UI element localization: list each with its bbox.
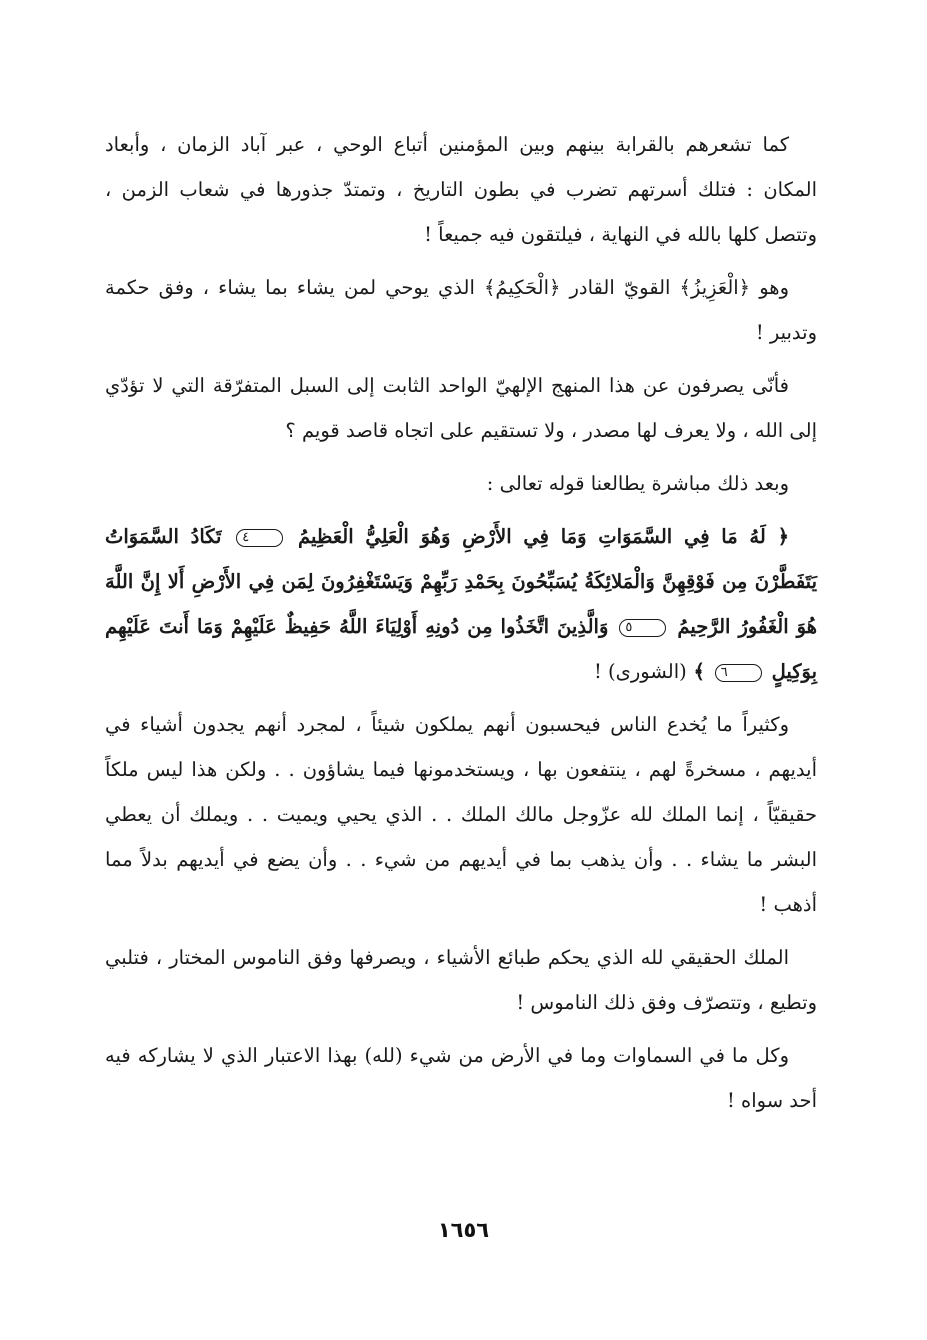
verse-number-6: ٦ [715, 664, 762, 682]
paragraph-1: كما تشعرهم بالقرابة بينهم وبين المؤمنين أتباع الوحي ، عبر آباد الزمان ، وأبعاد المكان : فتلك أسرتهم تضرب في بطون التاريخ ، وتمتدّ جذورها في شعاب الزمن ، وتتصل كلها بالله في النهاية ، فيلتقون فيه جميعاً ! [105, 133, 817, 246]
paragraph-3: فأنّى يصرفون عن هذا المنهج الإلهيّ الواحد الثابت إلى السبل المتفرّقة التي لا تؤدّي إلى الله ، ولا يعرف لها مصدر ، ولا تستقيم على اتجاه قاصد قويم ؟ [105, 374, 817, 442]
surah-reference: (الشورى) ! [593, 660, 687, 683]
body-text [105, 122, 817, 1123]
verse-closing-bracket: ﴾ [693, 660, 705, 683]
paragraph-5: وكثيراً ما يُخدع الناس فيحسبون أنهم يملكون شيئاً ، لمجرد أنهم يجدون أشياء في أيديهم ، مسخرةً لهم ، ينتفعون بها ، ويستخدمونها فيما يشاؤون . . ولكن هذا ليس ملكاً حقيقيّاً ، إنما الملك لله عزّوجل مالك الملك . . الذي يحيي ويميت . . ويملك أن يعطي البشر ما يشاء . . وأن يذهب بما في أيديهم من شيء . . وأن يضع في أيديهم بدلاً مما أذهب ! [105, 713, 817, 916]
verse-text-2: تَكَادُ السَّمَوَاتُ يَتَفَطَّرْنَ مِن فَوْقِهِنَّ وَالْمَلائِكَةُ يُسَبِّحُونَ بِحَمْدِ رَبِّهِمْ وَيَسْتَغْفِرُونَ لِمَن فِي الأَرْضِ أَلا إِنَّ اللَّهَ هُوَ الْغَفُورُ الرَّحِيمُ [105, 525, 817, 638]
paragraph-7: وكل ما في السماوات وما في الأرض من شيء (لله) بهذا الاعتبار الذي لا يشاركه فيه أحد سواه ! [105, 1044, 817, 1112]
page-number: ١٦٥٦ [437, 1218, 490, 1242]
paragraph-6: الملك الحقيقي لله الذي يحكم طبائع الأشياء ، ويصرفها وفق الناموس المختار ، فتلبي وتطيع ، وتتصرّف وفق ذلك الناموس ! [105, 946, 817, 1014]
paragraph-2: وهو ﴿الْعَزِيزُ﴾ القويّ القادر ﴿الْحَكِيمُ﴾ الذي يوحي لمن يشاء بما يشاء ، وفق حكمة وتدبير ! [105, 276, 817, 344]
verse-number-4: ٤ [236, 529, 283, 547]
quran-verse [105, 514, 817, 694]
verse-number-5: ٥ [619, 619, 666, 637]
paragraph-4: وبعد ذلك مباشرة يطالعنا قوله تعالى : [486, 472, 789, 495]
verse-text-1: ﴿ لَهُ مَا فِي السَّمَوَاتِ وَمَا فِي الأَرْضِ وَهُوَ الْعَلِيُّ الْعَظِيمُ [297, 525, 789, 548]
verse-text-3: وَالَّذِينَ اتَّخَذُوا مِن دُونِهِ أَوْلِيَاءَ اللَّهُ حَفِيظٌ عَلَيْهِمْ وَمَا أَنتَ عَلَيْهِم بِوَكِيلٍ [105, 615, 817, 683]
